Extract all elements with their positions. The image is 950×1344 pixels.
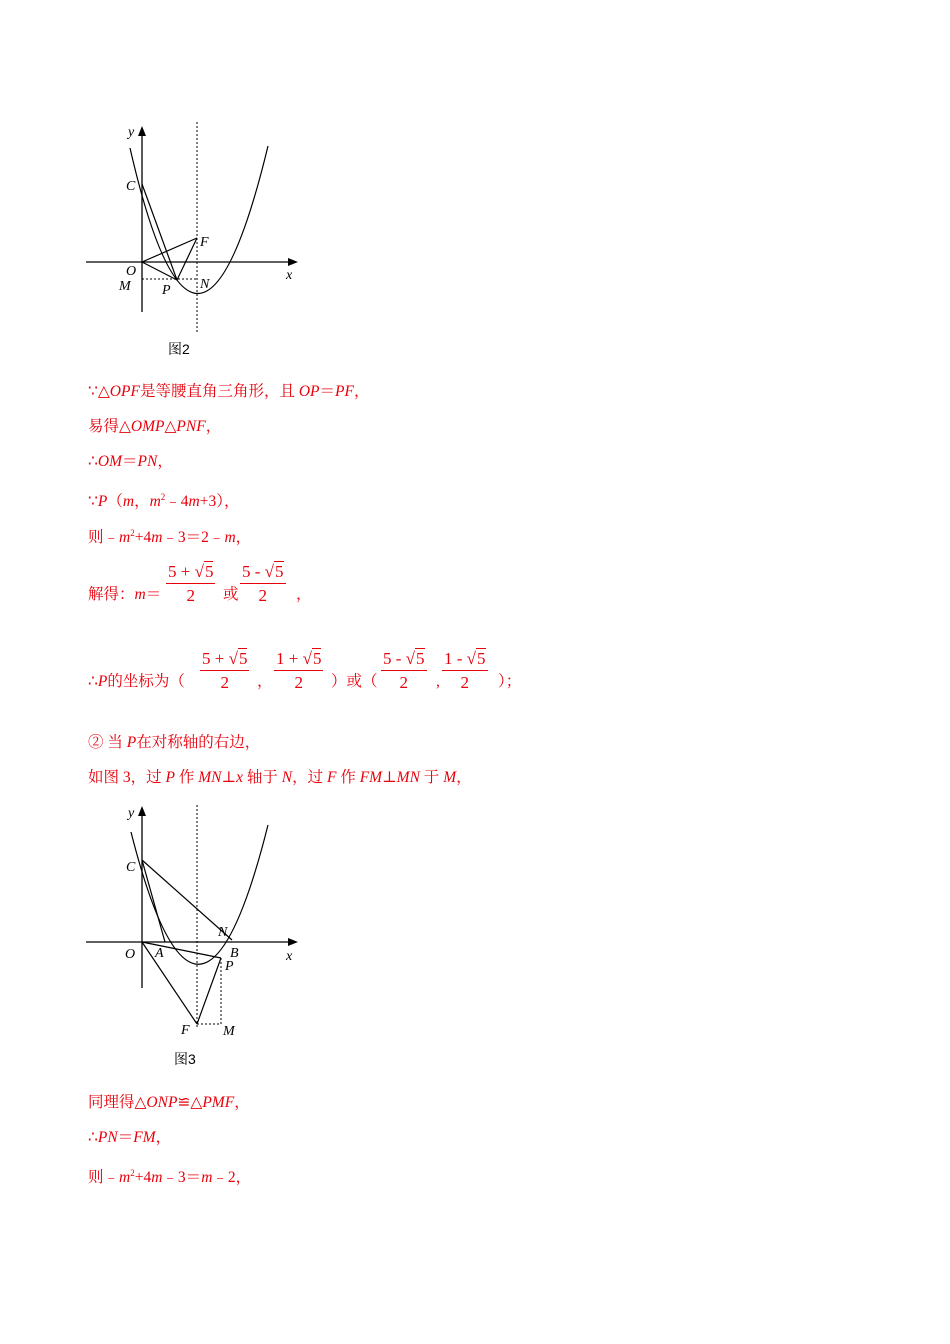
fig2-m-label: M [119, 279, 131, 294]
line-8: ② 当 P在对称轴的右边， [88, 734, 261, 751]
fig3-p-label: P [225, 959, 234, 974]
fig2-p-label: P [162, 283, 171, 298]
fraction-1: $\frac{5 + √5}{2}$ [168, 562, 214, 605]
fig2-o-label: O [126, 264, 137, 279]
fig2-n-label: N [200, 277, 210, 292]
line-4: ∵P（m，$m^2﹣4m+3$）， [88, 492, 240, 510]
fraction-5: $\frac{5 - √5}{2}$ [383, 649, 425, 692]
line-2: 易得△OMP△PNF， [88, 418, 222, 435]
fig3-b-label: B [230, 946, 239, 961]
fraction-2: $\frac{5 - √5}{2}$ [242, 562, 284, 605]
line-6: 解得：m＝ [88, 586, 162, 603]
or-text-1: 或 [223, 586, 239, 603]
line-7-end: ）； [498, 673, 522, 690]
fig3-m-label: M [223, 1024, 235, 1039]
fig3-f-label: F [181, 1023, 190, 1038]
line-7-mid: ）或（ [331, 673, 378, 690]
fig2-caption: 图2 [168, 341, 190, 357]
fraction-4: $\frac{1 + √5}{2}$ [276, 649, 322, 692]
fig3-n-label: N [218, 925, 228, 940]
fig2-f-label: F [200, 235, 209, 250]
figure-2 [80, 115, 320, 365]
fig3-y-label: y [128, 806, 135, 821]
figure-3-diagram [80, 795, 320, 1075]
line-10: 同理得△ONP≌△PMF， [88, 1094, 250, 1111]
fraction-3: $\frac{5 + √5}{2}$ [202, 649, 248, 692]
fig3-o-label: O [125, 947, 136, 962]
figure-2-diagram [80, 115, 320, 365]
fig3-a-label: A [155, 946, 164, 961]
comma-2: , [436, 673, 440, 690]
fig2-x-label: x [286, 268, 293, 283]
figure-3 [80, 795, 320, 1075]
line-6-end: ， [296, 586, 312, 603]
line-3: ∴OM＝PN， [88, 453, 173, 470]
line-1: ∵△OPF是等腰直角三角形，且 OP＝PF， [88, 383, 370, 400]
line-5: 则$﹣m^2+4m﹣3=2﹣m$， [88, 528, 252, 546]
fig2-c-label: C [126, 179, 136, 194]
line-11: ∴PN＝FM， [88, 1129, 172, 1146]
fig3-caption: 图3 [174, 1051, 196, 1067]
line-7: ∴P的坐标为（ [88, 673, 185, 690]
fig2-y-label: y [128, 125, 135, 140]
comma-1: ， [257, 673, 273, 690]
fig3-c-label: C [126, 860, 136, 875]
line-12: 则$﹣m^2+4m﹣3=m﹣2$， [88, 1168, 252, 1186]
line-9: 如图 3，过 P 作 MN⊥x 轴于 N，过 F 作 FM⊥MN 于 M， [88, 769, 472, 786]
fig3-x-label: x [286, 949, 293, 964]
fraction-6: $\frac{1 - √5}{2}$ [444, 649, 486, 692]
